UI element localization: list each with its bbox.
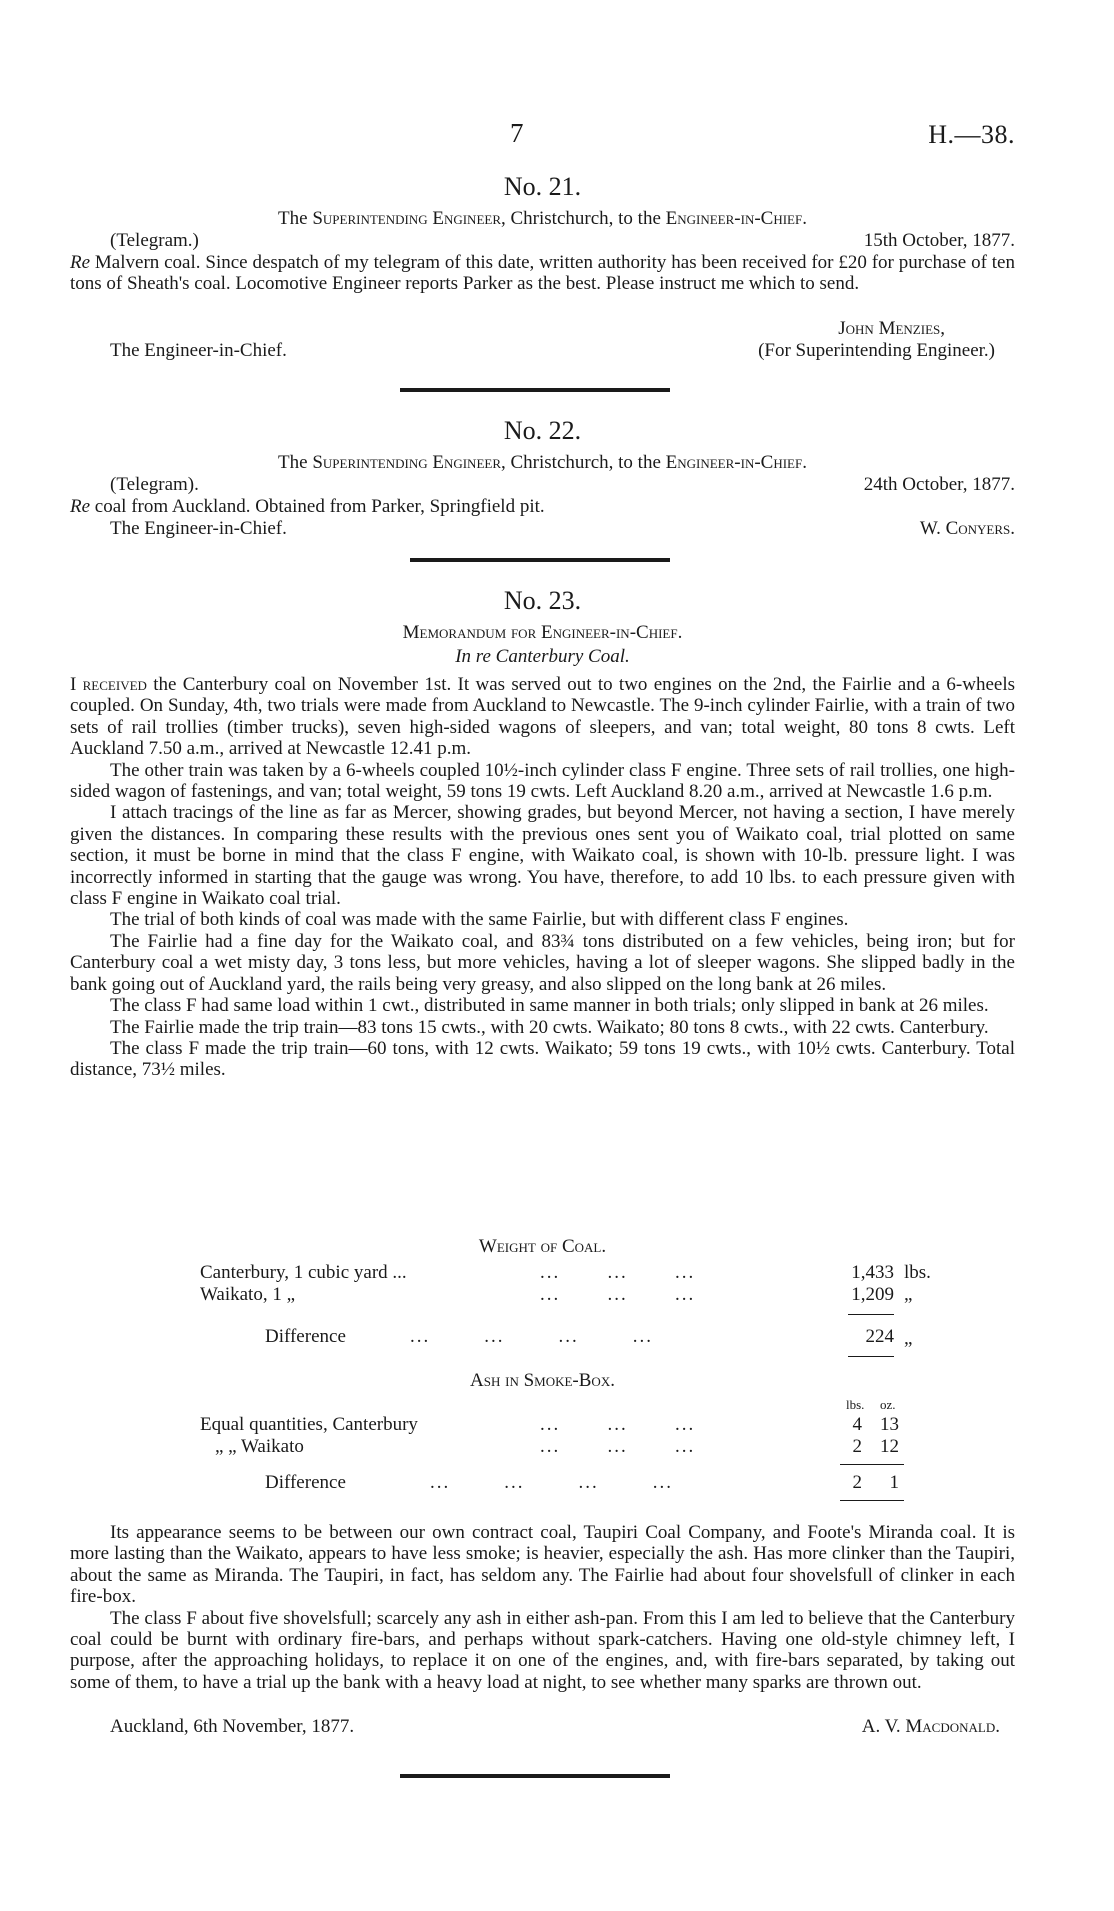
paragraph: The trial of both kinds of coal was made with the same Fairlie, but with different class F engines. — [110, 909, 849, 931]
weight-row-unit: „ — [904, 1284, 913, 1305]
doc21-signature-note: (For Superintending Engineer.) — [758, 340, 995, 361]
ash-difference-label: Difference — [265, 1472, 346, 1493]
doc21-type: (Telegram.) — [110, 230, 199, 251]
ash-row-lbs: 2 — [852, 1436, 862, 1457]
sum-rule — [840, 1464, 904, 1465]
weight-difference-label: Difference — [265, 1326, 346, 1347]
weight-row-unit: lbs. — [904, 1262, 931, 1283]
doc21-date: 15th October, 1877. — [863, 230, 1015, 251]
doc21-body: Re Malvern coal. Since despatch of my telegram of this date, written authority has been received for £20 for purchase of ten tons of Sheath's coal. Locomotive Engineer reports Parker as the best. Please instruct me which to send. — [70, 252, 1015, 295]
doc22-signature: W. Conyers. — [919, 518, 1015, 539]
ash-row-oz: 12 — [880, 1436, 899, 1457]
leader-dots: ... ... ... — [540, 1436, 696, 1457]
doc21-subtitle: The Superintending Engineer, Christchurch, to the Engineer-in-Chief. — [278, 208, 807, 229]
section-divider — [410, 558, 670, 562]
doc22-addressee: The Engineer-in-Chief. — [110, 518, 287, 539]
ash-row-oz: 13 — [880, 1414, 899, 1435]
leader-dots: ... ... ... — [540, 1284, 696, 1305]
paragraph: The class F about five shovelsfull; scarcely any ash in either ash-pan. From this I am led to believe that the Canterbury coal could be burnt with ordinary fire-bars, and perhaps without spark-catchers. Having one old-style chimney left, I purpose, after the approaching holidays, to replace it on one of the engines, and, with fire-bars separated, by taking out some of them, to have a trial up the bank with a heavy load at night, to see whether many sparks are thrown out. — [70, 1607, 1015, 1693]
weight-table-title: Weight of Coal. — [478, 1236, 607, 1257]
doc23-subtitle: In re Canterbury Coal. — [455, 646, 630, 667]
ash-table-title: Ash in Smoke-Box. — [470, 1370, 615, 1391]
weight-row-label: Canterbury, 1 cubic yard ... — [200, 1262, 407, 1283]
doc23-number: No. 23. — [503, 586, 582, 615]
weight-row-label: Waikato, 1 „ — [200, 1284, 296, 1305]
ash-row-label: „ „ Waikato — [215, 1436, 304, 1457]
doc21-signature: John Menzies, — [838, 318, 945, 339]
ash-row-label: Equal quantities, Canterbury — [200, 1414, 418, 1435]
doc22-subtitle: The Superintending Engineer, Christchurch, to the Engineer-in-Chief. — [278, 452, 807, 473]
page-number: 7 — [510, 118, 524, 148]
leader-dots: ... ... ... ... — [410, 1326, 653, 1347]
doc22-type: (Telegram). — [110, 474, 199, 495]
sum-rule — [848, 1314, 894, 1315]
section-divider — [400, 388, 670, 392]
doc23-signature: A. V. Macdonald. — [861, 1716, 1000, 1737]
doc22-date: 24th October, 1877. — [863, 474, 1015, 495]
paragraph: The class F made the trip train—60 tons, with 12 cwts. Waikato; 59 tons 19 cwts., with 10½ cwts. Canterbury. Total distance, 73½ miles. — [70, 1037, 1015, 1081]
paragraph: I attach tracings of the line as far as Mercer, showing grades, but beyond Mercer, not having a section, I have merely given the distances. In comparing these results with the previous ones sent you of Waikato coal, trial plotted on same section, it must be borne in mind that the class F engine, with Waikato coal, is shown with 10-lb. pressure light. I was incorrectly informed in starting that the gauge was wrong. You have, therefore, to add 10 lbs. to each pressure given with class F engine in Waikato coal trial. — [70, 802, 1015, 910]
weight-row-value: 1,209 — [851, 1284, 894, 1305]
weight-difference-value: 224 — [865, 1326, 894, 1347]
doc21-addressee: The Engineer-in-Chief. — [110, 340, 287, 361]
sum-rule — [840, 1500, 904, 1501]
leader-dots: ... ... ... — [540, 1262, 696, 1283]
document-page — [70, 0, 1015, 1911]
doc23-closing — [70, 1522, 1015, 1693]
ash-unit-lbs: lbs. — [846, 1397, 865, 1412]
weight-difference-unit: „ — [904, 1328, 913, 1349]
paragraph: I received the Canterbury coal on November 1st. It was served out to two engines on the 2nd, the Fairlie and a 6-wheels coupled. On Sunday, 4th, two trials were made from Auckland to Newcastle. The 9-inch cylinder Fairlie, with a train of two sets of rail trollies (timber trucks), seven high-sided wagons of sleepers, and van; total weight, 80 tons 8 cwts. Left Auckland 7.50 a.m., arrived at Newcastle 12.41 p.m. — [70, 674, 1015, 760]
doc21-number: No. 21. — [503, 172, 582, 201]
section-divider — [400, 1774, 670, 1778]
ash-difference-lbs: 2 — [852, 1472, 862, 1493]
doc22-body: Re coal from Auckland. Obtained from Parker, Springfield pit. — [70, 496, 545, 517]
ash-unit-oz: oz. — [880, 1397, 896, 1412]
paragraph: Its appearance seems to be between our own contract coal, Taupiri Coal Company, and Foote's Miranda coal. It is more lasting than the Waikato, appears to have less smoke; is heavier, especially the ash. Has more clinker than the Taupiri, about the same as Miranda. The Taupiri, in fact, has seldom any. The Fairlie had about four shovelsfull of clinker in each fire-box. — [70, 1522, 1015, 1608]
ash-row-lbs: 4 — [852, 1414, 862, 1435]
sum-rule — [848, 1356, 894, 1357]
doc22-number: No. 22. — [503, 416, 582, 445]
leader-dots: ... ... ... ... — [430, 1472, 673, 1493]
paragraph: The other train was taken by a 6-wheels coupled 10½-inch cylinder class F engine. Three sets of rail trollies, one high-sided wagon of fastenings, and van; total weight, 59 tons 19 cwts. Left Auckland 8.20 a.m., arrived at Newcastle 1.6 p.m. — [70, 759, 1015, 803]
doc23-title: Memorandum for Engineer-in-Chief. — [402, 622, 683, 643]
document-reference: H.—38. — [928, 120, 1015, 149]
paragraph: The class F had same load within 1 cwt., distributed in same manner in both trials; only slipped in bank at 26 miles. — [110, 995, 989, 1017]
paragraph: The Fairlie had a fine day for the Waikato coal, and 83¾ tons distributed on a few vehicles, being iron; but for Canterbury coal a wet misty day, 3 tons less, but more vehicles, having a lot of sleeper wagons. She slipped badly in the bank going out of Auckland yard, the rails being very greasy, and also slipped on the long bank at 26 miles. — [70, 930, 1015, 995]
doc23-body — [70, 674, 1015, 1081]
leader-dots: ... ... ... — [540, 1414, 696, 1435]
doc23-place-date: Auckland, 6th November, 1877. — [110, 1716, 355, 1737]
ash-difference-oz: 1 — [889, 1472, 899, 1493]
paragraph: The Fairlie made the trip train—83 tons 15 cwts., with 20 cwts. Waikato; 80 tons 8 cwts., with 22 cwts. Canterbury. — [110, 1016, 989, 1038]
weight-row-value: 1,433 — [851, 1262, 894, 1283]
